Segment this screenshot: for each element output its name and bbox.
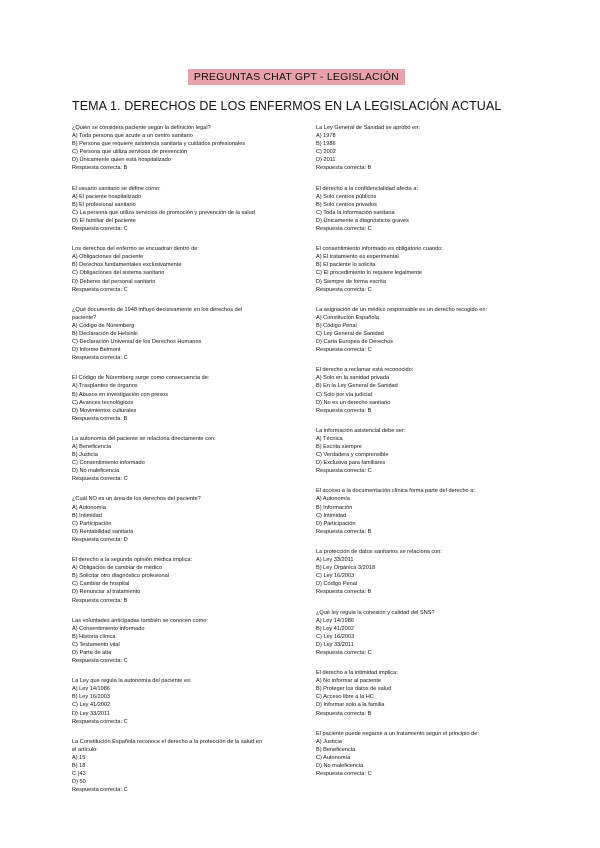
question-block xyxy=(316,366,546,415)
question-text: El derecho a la confidencialidad afecta a: xyxy=(316,185,418,192)
answer-option: A) El tratamiento es experimental xyxy=(316,254,399,261)
answer-option: A) Solo en la sanidad privada xyxy=(316,375,390,382)
answer-option: C) Declaración Universal de los Derechos Humanos xyxy=(72,339,202,346)
answer-option: D) No maleficencia xyxy=(72,468,120,475)
question-block xyxy=(316,487,546,536)
question-block xyxy=(316,669,546,718)
answer-option: D) Únicamente a diagnósticos graves xyxy=(316,217,409,224)
answer-option: C) La persona que utiliza servicios de promoción y prevención de la salud xyxy=(72,209,255,216)
answer-option: C) Solo por vía judicial xyxy=(316,391,372,398)
answer-option: A) 15 xyxy=(72,754,86,761)
question-block xyxy=(316,548,546,597)
answer-option: C) Testamento vital xyxy=(72,641,120,648)
answer-option: B) Ley 16/2003 xyxy=(72,694,110,701)
answer-option: A) Autonomía xyxy=(316,496,350,503)
answer-option: C) Toda la información sanitaria xyxy=(316,209,395,216)
answer-option: B) 1986 xyxy=(316,141,336,148)
answer-option: D) No maleficencia xyxy=(316,763,364,769)
answer-option: C) Verdadera y comprensible xyxy=(316,452,389,459)
answer-option: D) No es un derecho sanitario xyxy=(316,399,391,406)
answer-option: A) El paciente hospitalizado xyxy=(72,193,142,200)
answer-option: D) 2011 xyxy=(316,157,336,164)
question-block xyxy=(72,245,302,294)
correct-answer: Respuesta correcta: C xyxy=(316,347,372,354)
answer-option: D) 50 xyxy=(72,779,86,786)
correct-answer: Respuesta correcta: B xyxy=(72,597,128,604)
answer-option: C) Intimidad xyxy=(316,512,347,519)
correct-answer: Respuesta correcta: B xyxy=(72,165,128,172)
left-column xyxy=(72,124,302,806)
answer-option: D) Únicamente quien está hospitalizado xyxy=(72,157,171,164)
answer-option: D) Informe Belmont xyxy=(72,347,121,354)
answer-option: A) Beneficencia xyxy=(72,444,112,450)
answer-option: A) Constitución Española xyxy=(316,314,379,321)
question-text: ¿Qué ley regula la cohesión y calidad del SNS? xyxy=(316,609,435,616)
answer-option: A) Consentimiento informado xyxy=(72,625,145,632)
answer-option: D) Participación xyxy=(316,520,356,527)
answer-option: B) Ley Orgánica 3/2018 xyxy=(316,565,376,572)
question-text: El derecho a reclamar está reconocido: xyxy=(316,367,414,374)
answer-option: D) El familiar del paciente xyxy=(72,217,136,224)
question-text: El usuario sanitario se define como: xyxy=(72,185,161,192)
question-text: ¿Quién se considera paciente según la definición legal? xyxy=(72,125,211,131)
question-text: La asignación de un médico responsable es un derecho recogido en: xyxy=(316,306,488,313)
question-block xyxy=(72,738,302,795)
correct-answer: Respuesta correcta: D xyxy=(72,536,128,543)
question-text: ¿Qué documento de 1948 influyó decisivamente en los derechos del xyxy=(72,306,243,313)
answer-option: A) Código de Núremberg xyxy=(72,322,135,329)
correct-answer: Respuesta correcta: B xyxy=(316,165,372,172)
question-block xyxy=(72,185,302,234)
answer-option: B) Beneficencia xyxy=(316,746,356,753)
answer-option: A) Obligaciones del paciente xyxy=(72,254,144,261)
question-block xyxy=(72,374,302,423)
answer-option: A) No informar al paciente xyxy=(316,678,381,685)
correct-answer: Respuesta correcta: C xyxy=(72,226,128,233)
question-block xyxy=(72,617,302,666)
answer-option: B) Escrita siempre xyxy=(316,444,362,450)
answer-option: D) Rentabilidad sanitaria xyxy=(72,528,134,535)
answer-option: A) Autonomía xyxy=(72,504,106,511)
answer-option: B) Proteger los datos de salud xyxy=(316,686,392,693)
answer-option: C) Cambiar de hospital xyxy=(72,581,130,588)
topic-heading: TEMA 1. DERECHOS DE LOS ENFERMOS EN LA LEGISLACIÓN ACTUAL xyxy=(72,99,502,113)
answer-option: A) Ley 14/1986 xyxy=(316,617,354,624)
question-text: El derecho a la intimidad implica: xyxy=(316,670,398,677)
answer-option: B) 18 xyxy=(72,763,86,769)
question-text: La Constitución Española reconoce el derecho a la protección de la salud en xyxy=(72,738,263,745)
question-text: ¿Cuál NO es un área de los derechos del paciente? xyxy=(72,496,201,503)
answer-option: A) Solo centros públicos xyxy=(316,193,377,200)
answer-option: A) Trasplantes de órganos xyxy=(72,383,138,390)
answer-option: B) Declaración de Helsinki xyxy=(72,330,138,337)
question-text: La Ley que regula la autonomía del paciente es: xyxy=(72,678,192,685)
question-block xyxy=(316,427,546,476)
correct-answer: Respuesta correcta: C xyxy=(316,771,372,778)
answer-option: B) Solicitar otro diagnóstico profesional xyxy=(72,573,170,580)
answer-option: B) Código Penal xyxy=(316,322,357,329)
answer-option: D) Parte de alta xyxy=(72,649,112,656)
answer-option: B) Solo centros privados xyxy=(316,201,377,208)
answer-option: B) Derechos fundamentales exclusivamente xyxy=(72,262,182,269)
answer-option: paciente? xyxy=(72,314,97,321)
answer-option: C) Ley 16/2003 xyxy=(316,573,355,580)
question-block xyxy=(316,245,546,294)
answer-option: B) En la Ley General de Sanidad xyxy=(316,383,398,390)
answer-option: C )43 xyxy=(72,771,86,778)
answer-option: C) Persona que utiliza servicios de prevención xyxy=(72,149,188,156)
correct-answer: Respuesta correcta: C xyxy=(72,476,128,483)
answer-option: D) Ley 33/2011 xyxy=(316,641,354,648)
answer-option: B) Ley 41/2002 xyxy=(316,625,354,632)
question-text: El consentimiento informado es obligatorio cuando: xyxy=(316,246,443,253)
question-block xyxy=(316,306,546,355)
answer-option: B) El paciente lo solicita xyxy=(316,262,376,269)
answer-option: A) Justicia xyxy=(316,738,342,745)
question-block xyxy=(316,730,546,779)
correct-answer: Respuesta correcta: C xyxy=(72,658,128,665)
answer-option: B) El profesional sanitario xyxy=(72,201,136,208)
answer-option: B) Abusos en investigación con presos xyxy=(72,391,169,398)
answer-option: C) 2002 xyxy=(316,149,336,156)
answer-option: D) Informar solo a la familia xyxy=(316,702,385,709)
question-text: El paciente puede negarse a un tratamiento según el principio de: xyxy=(316,730,479,737)
right-column xyxy=(316,124,546,790)
correct-answer: Respuesta correcta: B xyxy=(72,415,128,422)
question-text: Los derechos del enfermo se encuadran dentro de: xyxy=(72,246,199,253)
correct-answer: Respuesta correcta: C xyxy=(72,286,128,293)
answer-option: B) Intimidad xyxy=(72,512,102,519)
answer-option: C) Autonomía xyxy=(316,754,351,761)
question-text: Las voluntades anticipadas también se conocen como: xyxy=(72,617,208,624)
correct-answer: Respuesta correcta: B xyxy=(316,528,372,535)
correct-answer: Respuesta correcta: B xyxy=(316,710,372,717)
correct-answer: Respuesta correcta: C xyxy=(316,226,372,233)
document-banner: PREGUNTAS CHAT GPT - LEGISLACIÓN xyxy=(188,69,405,85)
answer-option: B) Información xyxy=(316,504,353,511)
answer-option: D) Exclusiva para familiares xyxy=(316,460,386,467)
correct-answer: Respuesta correcta: C xyxy=(72,718,128,725)
question-block xyxy=(72,495,302,544)
answer-option: A) Técnica xyxy=(316,435,343,442)
correct-answer: Respuesta correcta: B xyxy=(316,589,372,596)
answer-option: el artículo: xyxy=(72,746,98,753)
question-block xyxy=(316,609,546,658)
question-text: El Código de Núremberg surge como consecuencia de: xyxy=(72,375,210,382)
question-block xyxy=(316,124,546,173)
answer-option: B) Persona que requiere asistencia sanitaria y cuidados profesionales xyxy=(72,141,246,148)
correct-answer: Respuesta correcta: C xyxy=(316,649,372,656)
question-text: La protección de datos sanitarios se relaciona con: xyxy=(316,548,442,555)
answer-option: B) Justicia xyxy=(72,452,98,459)
answer-option: D) Carta Europea de Derechos xyxy=(316,339,394,346)
answer-option: A) Ley 33/2011 xyxy=(316,557,354,564)
question-text: El acceso a la documentación clínica forma parte del derecho a: xyxy=(316,488,475,495)
question-block xyxy=(72,306,302,363)
question-text: La Ley General de Sanidad se aprobó en: xyxy=(316,125,420,131)
correct-answer: Respuesta correcta: C xyxy=(72,355,128,362)
question-block xyxy=(72,556,302,605)
question-block xyxy=(72,435,302,484)
answer-option: C) Acceso libre a la HC xyxy=(316,694,374,701)
answer-option: C) Ley General de Sanidad xyxy=(316,330,384,337)
question-block xyxy=(316,185,546,234)
answer-option: C) Avances tecnológicos xyxy=(72,399,134,406)
answer-option: A) Ley 14/1986 xyxy=(72,686,110,693)
answer-option: D) Movimientos culturales xyxy=(72,407,137,414)
answer-option: C) Participación xyxy=(72,520,112,527)
answer-option: D) Ley 33/2011 xyxy=(72,710,110,717)
answer-option: A) 1978 xyxy=(316,133,336,140)
correct-answer: Respuesta correcta: C xyxy=(316,286,372,293)
answer-option: C) Obligaciones del sistema sanitario xyxy=(72,270,165,277)
answer-option: D) Deberes del personal sanitario xyxy=(72,278,156,285)
answer-option: C) Consentimiento informado xyxy=(72,460,145,467)
answer-option: C) Ley 16/2003 xyxy=(316,633,355,640)
question-text: La autonomía del paciente se relaciona directamente con: xyxy=(72,435,216,442)
question-block xyxy=(72,677,302,726)
answer-option: D) Código Penal xyxy=(316,581,358,588)
question-text: La información asistencial debe ser: xyxy=(316,427,406,434)
answer-option: D) Siempre de forma escrita xyxy=(316,278,386,285)
correct-answer: Respuesta correcta: B xyxy=(316,407,372,414)
answer-option: C) El procedimiento lo requiere legalmente xyxy=(316,270,423,277)
answer-option: D) Renunciar al tratamiento xyxy=(72,589,141,596)
answer-option: A) Toda persona que acude a un centro sanitario xyxy=(72,133,193,140)
question-text: El derecho a la segunda opinión médica implica: xyxy=(72,557,193,564)
answer-option: B) Historia clínica xyxy=(72,633,116,640)
answer-option: A) Obligación de cambiar de médico xyxy=(72,565,163,572)
answer-option: C) Ley 41/2002 xyxy=(72,702,111,709)
correct-answer: Respuesta correcta: C xyxy=(72,787,128,794)
correct-answer: Respuesta correcta: C xyxy=(316,468,372,475)
question-block xyxy=(72,124,302,173)
